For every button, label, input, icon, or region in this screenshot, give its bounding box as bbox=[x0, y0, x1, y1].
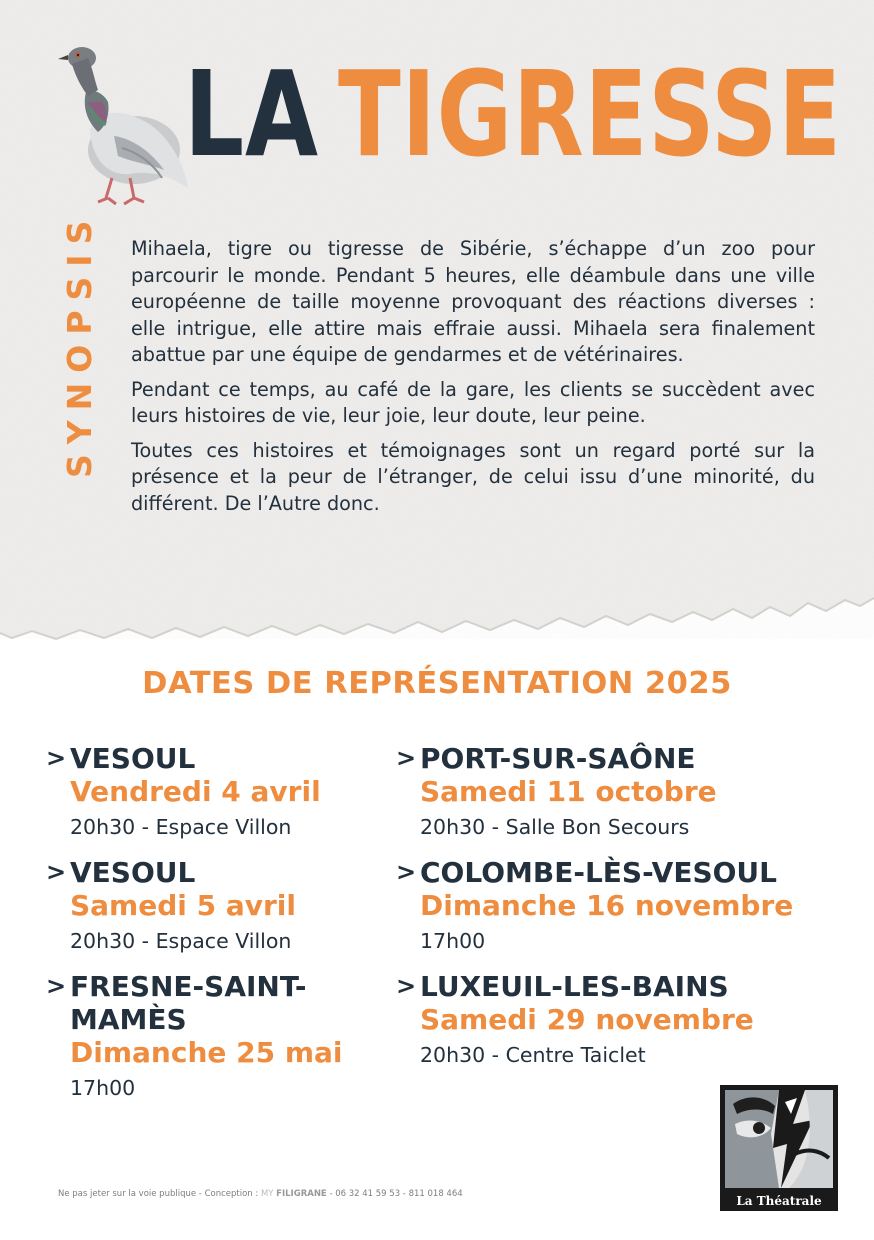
event-city: COLOMBE-LÈS-VESOUL bbox=[420, 856, 778, 889]
event-info: 20h30 - Salle Bon Secours bbox=[420, 815, 690, 839]
event-info: 20h30 - Espace Villon bbox=[70, 929, 292, 953]
page-title bbox=[184, 45, 842, 183]
dates-heading: DATES DE REPRÉSENTATION 2025 bbox=[142, 666, 732, 701]
event-city: PORT-SUR-SAÔNE bbox=[420, 742, 696, 775]
event-date: Vendredi 4 avril bbox=[70, 775, 321, 808]
event-item bbox=[46, 856, 426, 959]
event-date: Samedi 5 avril bbox=[70, 889, 296, 922]
event-item bbox=[396, 970, 856, 1073]
chevron-right-icon: > bbox=[396, 972, 417, 1000]
event-item bbox=[396, 856, 856, 959]
event-item bbox=[46, 742, 426, 845]
synopsis-label: SYNOPSIS bbox=[60, 210, 99, 478]
footer-credits: Ne pas jeter sur la voie publique - Conception : MY FILIGRANE - 06 32 41 59 53 - 811 018 464 bbox=[58, 1189, 463, 1199]
event-info: 17h00 bbox=[420, 929, 486, 953]
la-theatrale-logo bbox=[719, 1084, 839, 1212]
event-info: 20h30 - Centre Taiclet bbox=[420, 1043, 646, 1067]
event-city: LUXEUIL-LES-BAINS bbox=[420, 970, 729, 1003]
event-date: Samedi 29 novembre bbox=[420, 1003, 754, 1036]
event-city: VESOUL bbox=[70, 742, 196, 775]
synopsis-paragraph: Pendant ce temps, au café de la gare, les clients se succèdent avec leurs histoires de vie, leur joie, leur doute, leur peine. bbox=[131, 377, 815, 427]
dates-column-left bbox=[46, 742, 426, 1117]
dates-column-right bbox=[396, 742, 856, 1084]
title-la: LA bbox=[184, 45, 319, 183]
chevron-right-icon: > bbox=[46, 972, 67, 1000]
event-info: 17h00 bbox=[70, 1076, 136, 1100]
synopsis-text bbox=[131, 236, 815, 525]
event-info: 20h30 - Espace Villon bbox=[70, 815, 292, 839]
logo-label: La Théatrale bbox=[736, 1194, 822, 1208]
synopsis-paragraph: Mihaela, tigre ou tigresse de Sibérie, s’échappe d’un zoo pour parcourir le monde. Pendant 5 heures, elle déambule dans une ville européenne de taille moyenne provoquant des réactions diverses : elle intrigue, elle attire mais effraie aussi. Mihaela sera finalement abattue par une équipe de gendarmes et de vétérinaires. bbox=[131, 237, 815, 366]
pigeon-illustration bbox=[52, 38, 192, 208]
chevron-right-icon: > bbox=[46, 858, 67, 886]
event-item bbox=[46, 970, 426, 1106]
chevron-right-icon: > bbox=[46, 744, 67, 772]
event-date: Dimanche 25 mai bbox=[70, 1036, 343, 1069]
event-item bbox=[396, 742, 856, 845]
event-date: Samedi 11 octobre bbox=[420, 775, 717, 808]
chevron-right-icon: > bbox=[396, 744, 417, 772]
event-city: FRESNE-SAINT-MAMÈS bbox=[70, 970, 307, 1036]
title-tigresse: TIGRESSE bbox=[338, 45, 842, 183]
event-city: VESOUL bbox=[70, 856, 196, 889]
synopsis-paragraph: Toutes ces histoires et témoignages sont un regard porté sur la présence et la peur de l’étranger, de celui issu d’une minorité, du différent. De l’Autre donc. bbox=[131, 438, 815, 515]
event-date: Dimanche 16 novembre bbox=[420, 889, 794, 922]
chevron-right-icon: > bbox=[396, 858, 417, 886]
